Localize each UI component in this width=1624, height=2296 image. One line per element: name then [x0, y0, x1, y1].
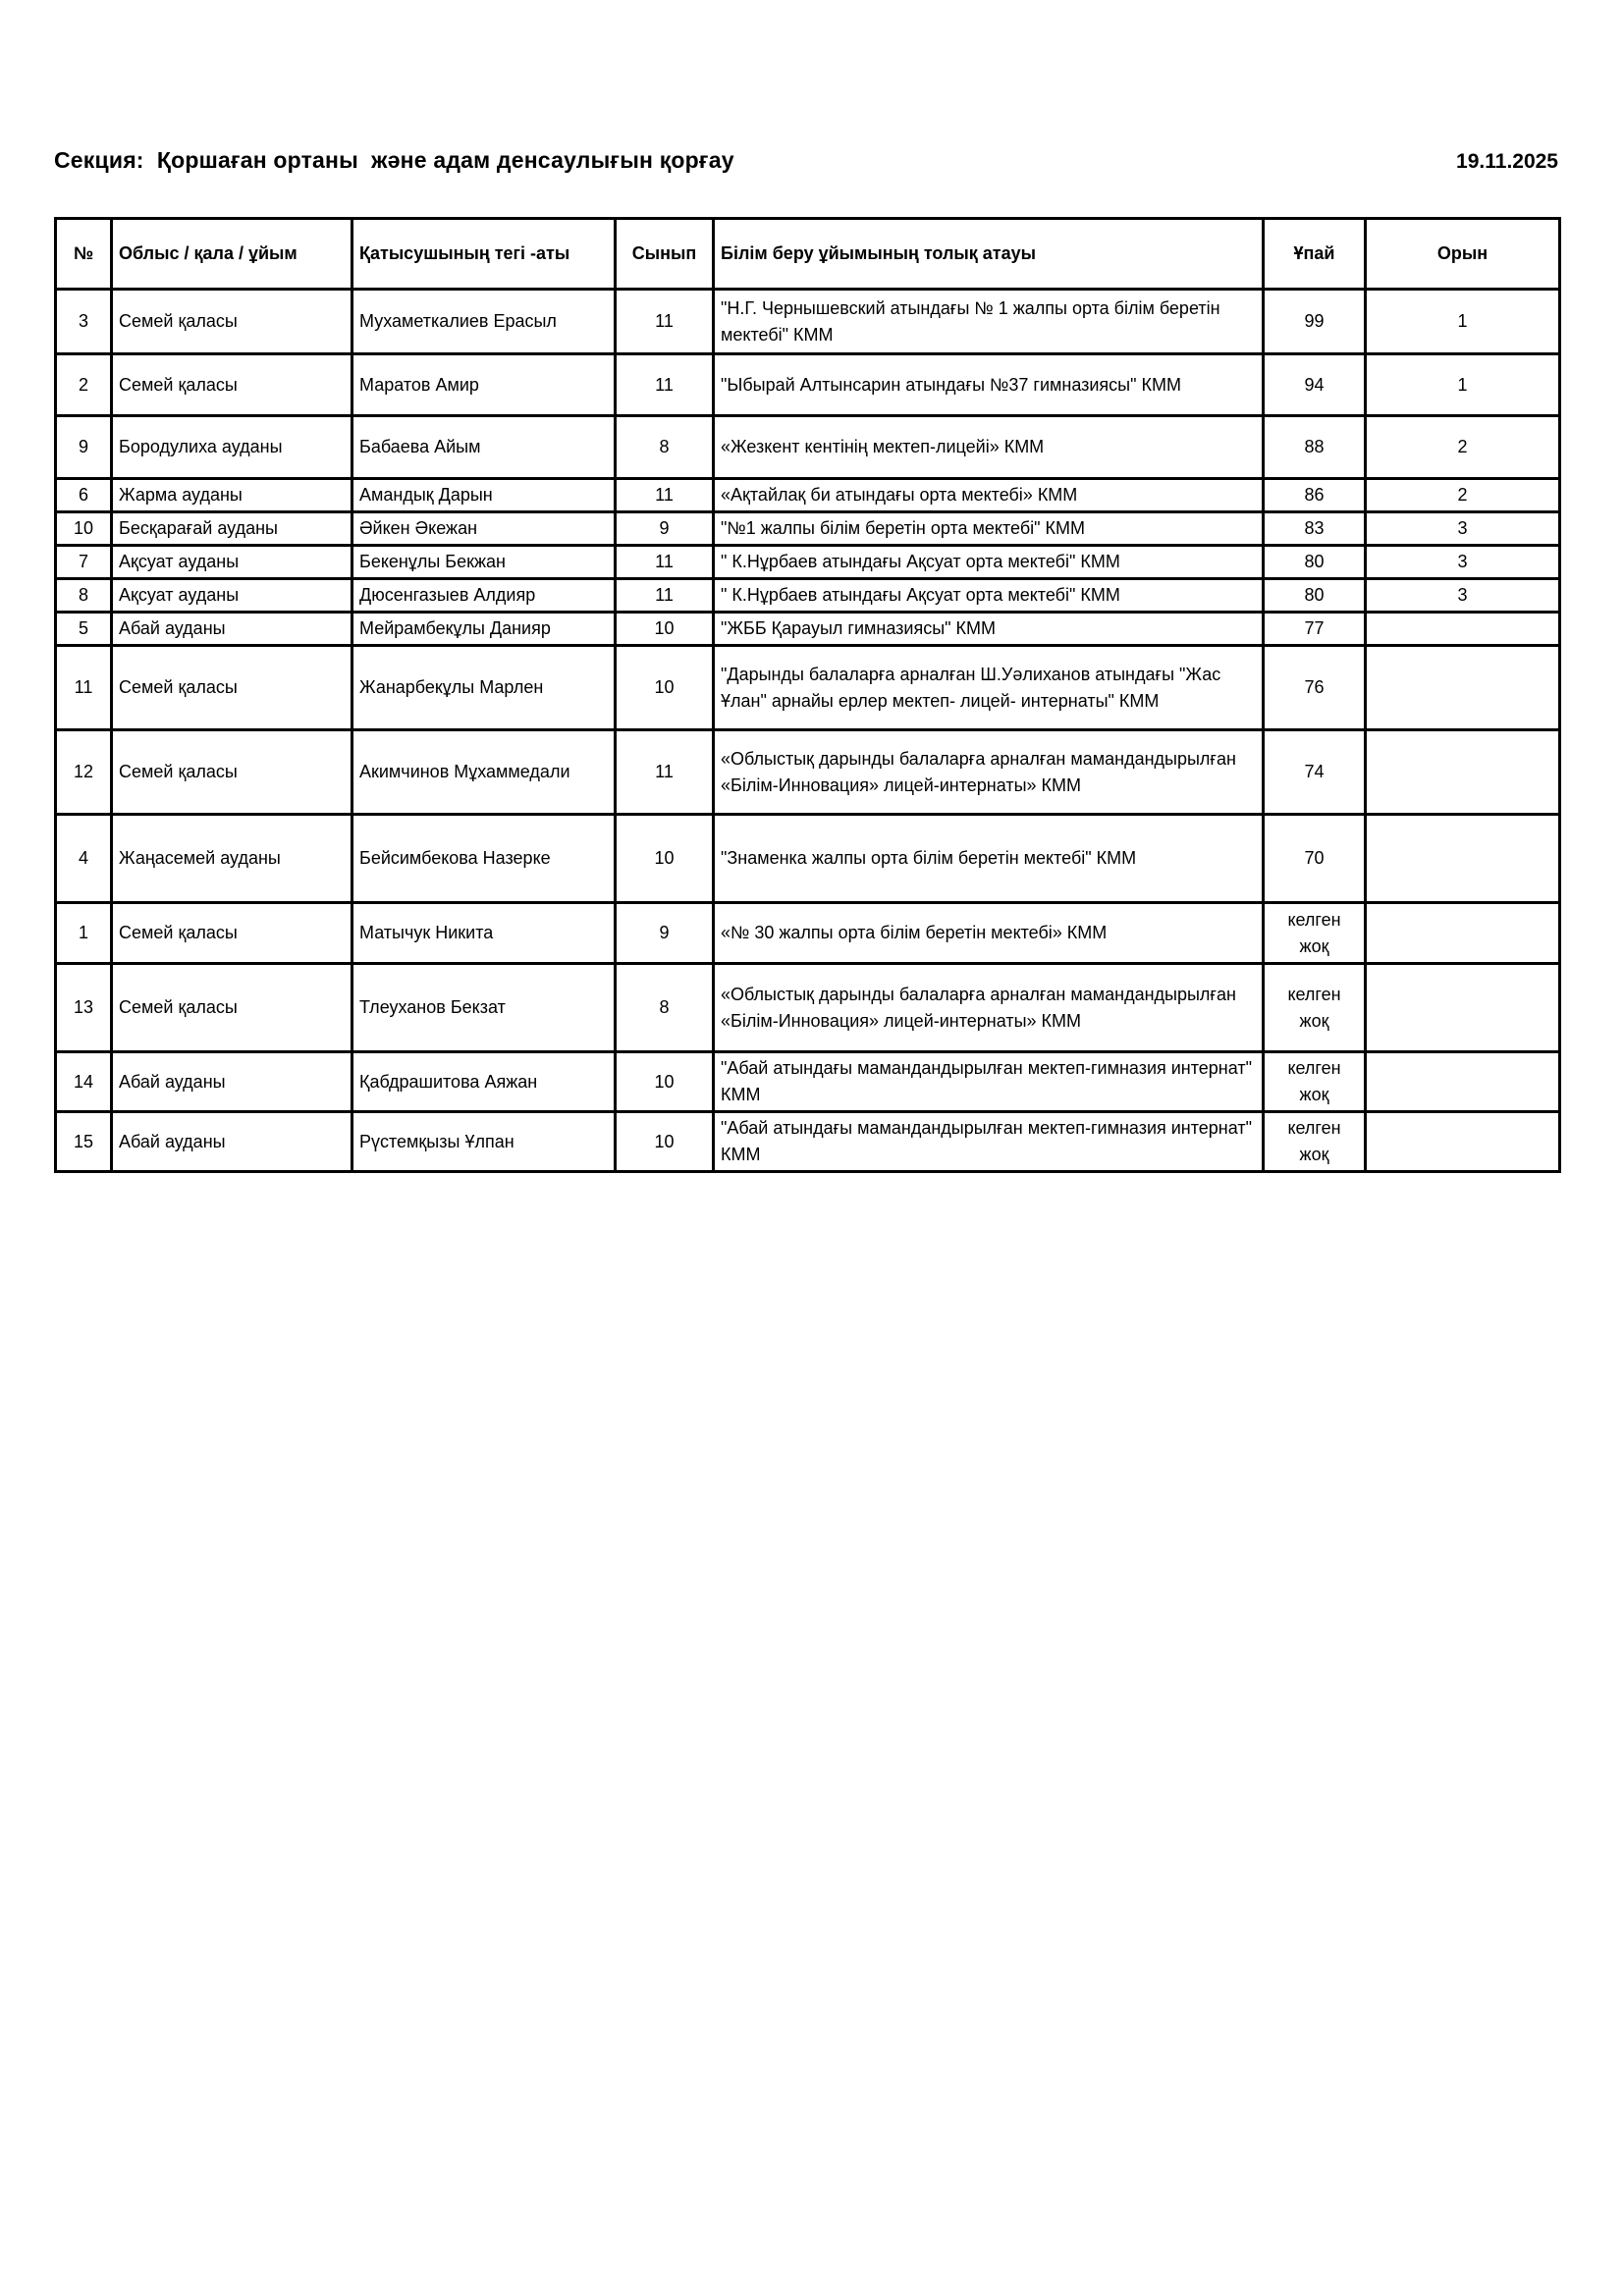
cell-place: [1366, 1112, 1560, 1172]
cell-place: [1366, 903, 1560, 964]
cell-name: Бабаева Айым: [352, 416, 616, 479]
cell-school: "Дарынды балаларға арналған Ш.Уәлиханов атындағы "Жас Ұлан" арнайы ерлер мектеп- лицей- интернаты" КММ: [714, 646, 1264, 730]
cell-place: 1: [1366, 354, 1560, 416]
cell-school: «Ақтайлақ би атындағы орта мектебі» КММ: [714, 479, 1264, 512]
cell-school: "№1 жалпы білім беретін орта мектебі" КММ: [714, 512, 1264, 546]
cell-score: 88: [1264, 416, 1366, 479]
cell-score: 80: [1264, 546, 1366, 579]
cell-place: [1366, 815, 1560, 903]
cell-name: Маратов Амир: [352, 354, 616, 416]
cell-school: «Облыстық дарынды балаларға арналған мамандандырылған «Білім-Инновация» лицей-интернаты» КММ: [714, 730, 1264, 815]
column-header-num: №: [56, 219, 112, 290]
cell-region: Жаңасемей ауданы: [112, 815, 352, 903]
column-header-name: Қатысушының тегі -аты: [352, 219, 616, 290]
column-header-school: Білім беру ұйымының толық атауы: [714, 219, 1264, 290]
table-row: [56, 730, 1560, 815]
cell-school: «№ 30 жалпы орта білім беретін мектебі» КММ: [714, 903, 1264, 964]
cell-score: 83: [1264, 512, 1366, 546]
column-header-grade: Сынып: [616, 219, 714, 290]
cell-school: "Знаменка жалпы орта білім беретін мектебі" КММ: [714, 815, 1264, 903]
cell-grade: 9: [616, 512, 714, 546]
table-row: [56, 903, 1560, 964]
table-row: [56, 613, 1560, 646]
cell-school: «Облыстық дарынды балаларға арналған мамандандырылған «Білім-Инновация» лицей-интернаты» КММ: [714, 964, 1264, 1052]
cell-score: 74: [1264, 730, 1366, 815]
table-row: [56, 1052, 1560, 1112]
cell-num: 1: [56, 903, 112, 964]
cell-school: «Жезкент кентінің мектеп-лицейі» КММ: [714, 416, 1264, 479]
cell-num: 9: [56, 416, 112, 479]
document-date: 19.11.2025: [1456, 150, 1558, 173]
cell-grade: 10: [616, 1112, 714, 1172]
table-row: [56, 416, 1560, 479]
cell-grade: 11: [616, 290, 714, 354]
table-row: [56, 964, 1560, 1052]
cell-name: Тлеуханов Бекзат: [352, 964, 616, 1052]
cell-grade: 11: [616, 730, 714, 815]
cell-score: 70: [1264, 815, 1366, 903]
cell-num: 10: [56, 512, 112, 546]
cell-num: 15: [56, 1112, 112, 1172]
cell-num: 14: [56, 1052, 112, 1112]
cell-place: 3: [1366, 512, 1560, 546]
cell-score: келген жоқ: [1264, 1052, 1366, 1112]
cell-name: Бекенұлы Бекжан: [352, 546, 616, 579]
cell-place: [1366, 1052, 1560, 1112]
cell-region: Семей қаласы: [112, 646, 352, 730]
cell-region: Семей қаласы: [112, 903, 352, 964]
cell-score: 80: [1264, 579, 1366, 613]
cell-num: 6: [56, 479, 112, 512]
cell-name: Акимчинов Мұхаммедали: [352, 730, 616, 815]
cell-place: 2: [1366, 416, 1560, 479]
table-row: [56, 546, 1560, 579]
cell-place: [1366, 646, 1560, 730]
cell-grade: 11: [616, 479, 714, 512]
cell-school: "ЖББ Қарауыл гимназиясы" КММ: [714, 613, 1264, 646]
cell-school: "Абай атындағы мамандандырылған мектеп-гимназия интернат" КММ: [714, 1052, 1264, 1112]
cell-grade: 8: [616, 416, 714, 479]
cell-place: 2: [1366, 479, 1560, 512]
column-header-place: Орын: [1366, 219, 1560, 290]
table-row: [56, 290, 1560, 354]
cell-region: Жарма ауданы: [112, 479, 352, 512]
cell-num: 2: [56, 354, 112, 416]
cell-score: келген жоқ: [1264, 903, 1366, 964]
cell-place: [1366, 730, 1560, 815]
cell-score: келген жоқ: [1264, 1112, 1366, 1172]
cell-score: 76: [1264, 646, 1366, 730]
cell-grade: 11: [616, 354, 714, 416]
cell-grade: 10: [616, 613, 714, 646]
cell-school: " К.Нұрбаев атындағы Ақсуат орта мектебі" КММ: [714, 546, 1264, 579]
header-row: [56, 219, 1560, 290]
cell-score: 94: [1264, 354, 1366, 416]
cell-school: "Абай атындағы мамандандырылған мектеп-гимназия интернат" КММ: [714, 1112, 1264, 1172]
cell-name: Қабдрашитова Аяжан: [352, 1052, 616, 1112]
cell-region: Семей қаласы: [112, 730, 352, 815]
cell-num: 3: [56, 290, 112, 354]
cell-score: 77: [1264, 613, 1366, 646]
cell-name: Мухаметкалиев Ерасыл: [352, 290, 616, 354]
cell-region: Абай ауданы: [112, 613, 352, 646]
table-row: [56, 646, 1560, 730]
cell-school: " К.Нұрбаев атындағы Ақсуат орта мектебі" КММ: [714, 579, 1264, 613]
cell-name: Әйкен Әкежан: [352, 512, 616, 546]
cell-grade: 10: [616, 815, 714, 903]
cell-place: 3: [1366, 579, 1560, 613]
cell-grade: 10: [616, 646, 714, 730]
cell-name: Бейсимбекова Назерке: [352, 815, 616, 903]
table-row: [56, 1112, 1560, 1172]
cell-num: 12: [56, 730, 112, 815]
column-header-region: Облыс / қала / ұйым: [112, 219, 352, 290]
cell-grade: 11: [616, 579, 714, 613]
table-row: [56, 512, 1560, 546]
cell-region: Семей қаласы: [112, 290, 352, 354]
cell-school: "Ыбырай Алтынсарин атындағы №37 гимназиясы" КММ: [714, 354, 1264, 416]
column-header-score: Ұпай: [1264, 219, 1366, 290]
results-table: [54, 217, 1561, 1173]
table-row: [56, 479, 1560, 512]
cell-place: 3: [1366, 546, 1560, 579]
cell-region: Семей қаласы: [112, 964, 352, 1052]
cell-region: Абай ауданы: [112, 1052, 352, 1112]
cell-score: 86: [1264, 479, 1366, 512]
cell-name: Жанарбекұлы Марлен: [352, 646, 616, 730]
cell-num: 5: [56, 613, 112, 646]
table-row: [56, 579, 1560, 613]
cell-region: Бородулиха ауданы: [112, 416, 352, 479]
document-header: [54, 147, 1558, 174]
cell-name: Рүстемқызы Ұлпан: [352, 1112, 616, 1172]
cell-name: Матычук Никита: [352, 903, 616, 964]
cell-grade: 11: [616, 546, 714, 579]
cell-region: Бесқарағай ауданы: [112, 512, 352, 546]
cell-region: Семей қаласы: [112, 354, 352, 416]
cell-region: Ақсуат ауданы: [112, 579, 352, 613]
results-table-head: [56, 219, 1560, 290]
cell-num: 4: [56, 815, 112, 903]
cell-place: [1366, 964, 1560, 1052]
cell-score: келген жоқ: [1264, 964, 1366, 1052]
cell-name: Амандық Дарын: [352, 479, 616, 512]
section-title: Секция: Қоршаған ортаны және адам денсаулығын қорғау: [54, 147, 734, 173]
table-row: [56, 815, 1560, 903]
cell-school: "Н.Г. Чернышевский атындағы № 1 жалпы орта білім беретін мектебі" КММ: [714, 290, 1264, 354]
cell-name: Дюсенгазыев Алдияр: [352, 579, 616, 613]
cell-score: 99: [1264, 290, 1366, 354]
cell-region: Абай ауданы: [112, 1112, 352, 1172]
cell-grade: 9: [616, 903, 714, 964]
cell-num: 13: [56, 964, 112, 1052]
cell-place: 1: [1366, 290, 1560, 354]
cell-num: 7: [56, 546, 112, 579]
cell-num: 8: [56, 579, 112, 613]
table-row: [56, 354, 1560, 416]
cell-name: Мейрамбекұлы Данияр: [352, 613, 616, 646]
results-body: [56, 290, 1560, 1172]
cell-grade: 8: [616, 964, 714, 1052]
cell-region: Ақсуат ауданы: [112, 546, 352, 579]
cell-num: 11: [56, 646, 112, 730]
cell-place: [1366, 613, 1560, 646]
cell-grade: 10: [616, 1052, 714, 1112]
